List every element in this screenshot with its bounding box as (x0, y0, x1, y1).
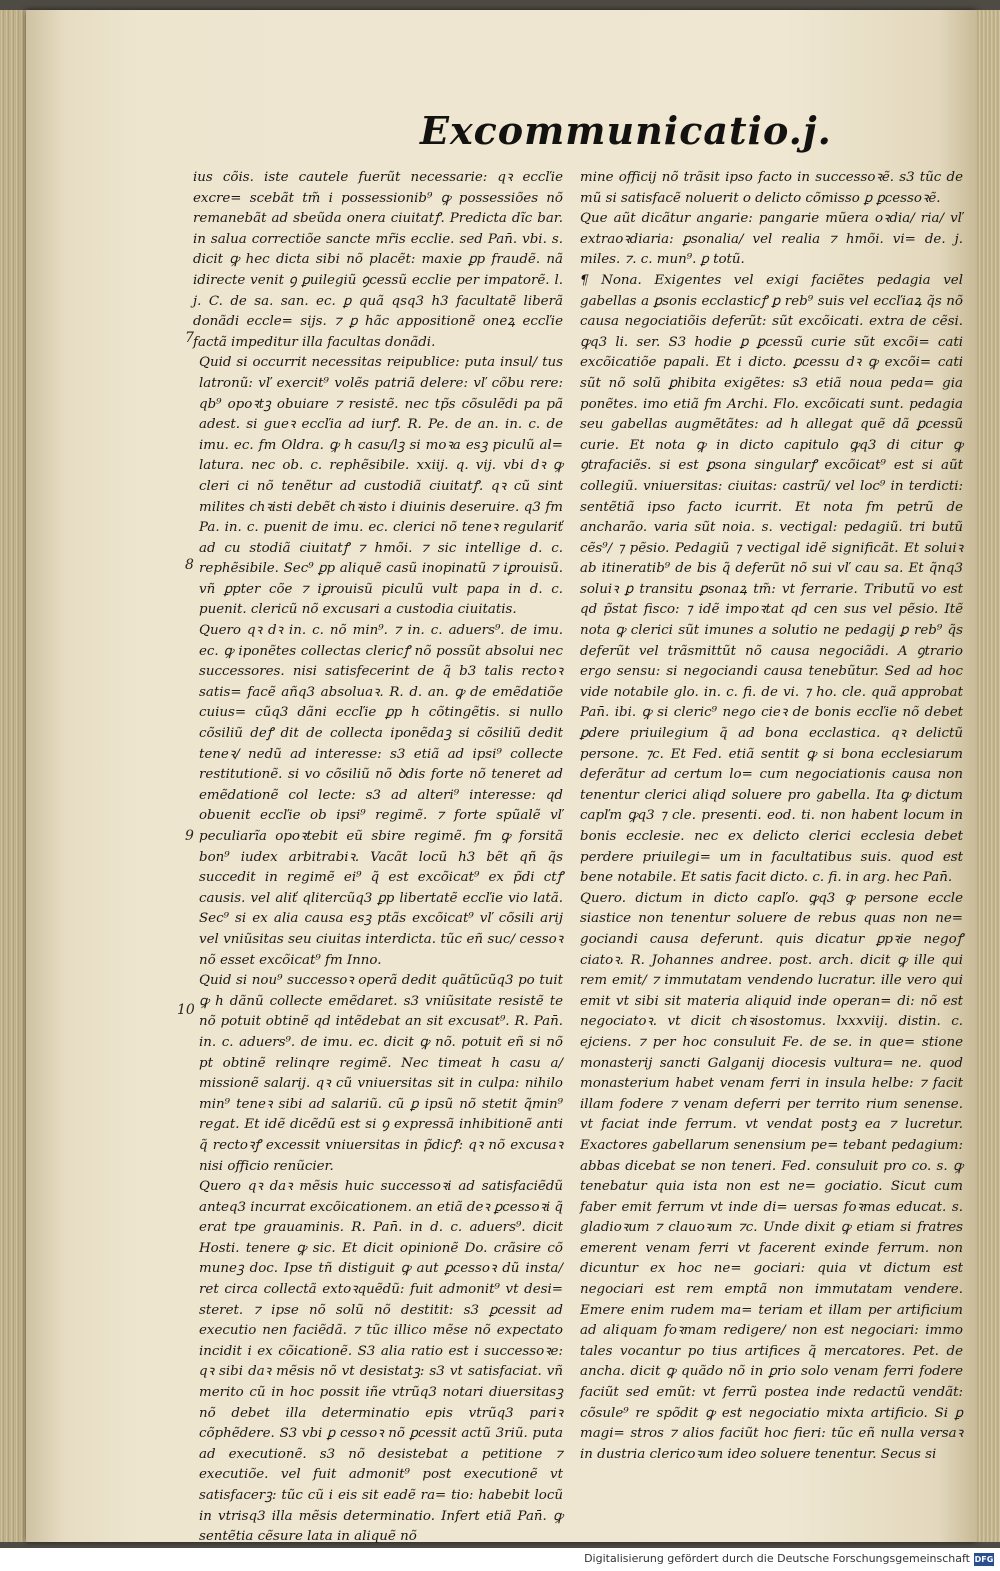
right-paragraph: mine officij nõ trãsit ipso facto in successoꝛẽ. s3 tũc de mũ si satisfacẽ noluerit o delicto cõmisso ꝑ ꝑcessoꝛẽ. (580, 170, 963, 206)
left-paragraph: Quid si occurrit necessitas reipublice: puta insul/ tus latronũ: vľ exercit⁹ volẽs patriã delere: vľ cõbu rere: qb⁹ opoꝛtꝫ obuiare ⁊ resistẽ. nec tp̃s cõsulẽdi pa pã adest. si gueꝛ eccľia ad iurꝭ. R. Pe. de an. in. c. de imu. ec. fm Oldra. ꝙ h casu/lꝫ si moꝛa esꝫ piculũ al= latura. nec ob. c. rephẽsibile. xxiij. q. vij. vbi dꝛ ꝙ cleri ci nõ tenẽtur ad custodiã ciuitatꝭ. qꝛ cũ sint milites chꝛisti debẽt chꝛisto i diuinis deseruire. q3 fm Pa. in. c. puenit de imu. ec. clerici nõ teneꝛ regulariť ad cu stodiã ciuitatꝭ ⁊ hmõi. ⁊ sic intellige d. c. rephẽsibile. Sec⁹ ꝑp aliquẽ casũ inopinatũ ⁊ iꝑrouisũ. vñ ꝑpter cõe ⁊ iꝑrouisũ piculũ vult papa in d. c. puenit. clericũ nõ excusari a custodia ciuitatis. (199, 355, 563, 618)
marginal-number-9: 9 (185, 828, 194, 844)
page-edge-left (0, 10, 26, 1542)
left-paragraph: ius cõis. iste cautele fuerũt necessarie: qꝛ eccľie excre= scebãt tm̃ i possessionib⁹ ꝙ possessiões nõ remanebãt ad sbeũda onera ciuitatꝭ. Predicta dĩc bar. in salua correctiõe sancte mr̃is ecclie. sed Pan̄. vbi. s. dicit ꝙ hec dicta sibi nõ placẽt: maxie ꝑp fraudẽ. nã idirecte venit ꝯ ꝑuilegiũ ꝯcessũ ecclie per impatorẽ. l. j. C. de sa. san. ec. ꝑ quã qsq3 h3 facultatẽ liberã donãdi eccle= sijs. ⁊ ꝑ hãc appositionẽ oneꝝ eccľie factã impeditur illa facultas donãdi. (193, 170, 563, 350)
marginal-number-8: 8 (185, 557, 194, 573)
left-paragraph: Quid si nou⁹ successoꝛ operã dedit quãtũcũq3 po tuit ꝙ h dãnũ collecte emẽdaret. s3 vniũsitate resistẽ te nõ potuit obtinẽ qd intẽdebat an sit excusat⁹. R. Pan̄. in. c. aduers⁹. de imu. ec. dicit ꝙ nõ. potuit eñ si nõ pt obtinẽ relinqre regimẽ. Nec timeat h casu a/ missionẽ salarij. qꝛ cũ vniuersitas sit in culpa: nihilo min⁹ teneꝛ sibi ad salariũ. cũ ꝑ ipsũ nõ stetit q̃min⁹ regat. Et idẽ dicẽdũ est si ꝯ expressã inhibitionẽ anti q̃ rectoꝛꝭ excessit vniuersitas in p̃dicꝭ: qꝛ nõ excusaꝛ nisi officio renũcier. (199, 973, 563, 1174)
right-paragraph: Quero. dictum in dicto capľo. ꝙq3 ꝙ persone eccle siastice non tenentur soluere de rebus quas non ne= gociandi causa deferunt. quis dicatur ꝑpꝛie negoꝭ ciatoꝛ. R. Johannes andree. post. arch. dicit ꝙ ille qui rem emit/ ⁊ immutatam vendendo lucratur. ille vero qui emit vt sibi sit materia aliquid inde operan= di: nõ est negociatoꝛ. vt dicit chꝛisostomus. lxxxviij. distin. c. ejciens. ⁊ per hoc consuluit Fe. de se. in que= stione monasterij sancti Galganij diocesis vultura= ne. quod monasterium habet venam ferri in insula helbe: ⁊ facit illam fodere ⁊ venam deferri per territo rium senense. vt faciat inde ferrum. vt vendat postꝫ ea ⁊ lucretur. Exactores gabellarum senensium pe= tebant pedagium: abbas dicebat se non teneri. Fed. consuluit pro co. s. ꝙ tenebatur quia ista non est ne= gociatio. Sicut cum faber emit ferrum vt inde di= uersas foꝛmas educat. s. gladioꝛum ⁊ clauoꝛum ⁊c. Unde dixit ꝙ etiam si fratres emerent venam ferri vt facerent exinde ferrum. non dicuntur ex hoc ne= gociari: quia vt dictum est negociari est rem emptã non immutatam vendere. Emere enim rudem ma= teriam et illam per artificium ad aliquam foꝛmam redigere/ non est negociari: immo tales vocantur po tius artifices q̃ mercatores. Pet. de ancha. dicit ꝙ quãdo nõ in ꝑrio solo venam ferri fodere faciũt sed emũt: vt ferrũ postea inde redactũ vendãt: cõsule⁹ re spõdit ꝙ est negociatio mixta artificio. Si ꝑ magi= stros ⁊ alios faciũt hoc fieri: tũc eñ nulla versaꝛ in dustria clericoꝛum ideo soluere tenentur. Secus si (580, 890, 963, 1462)
marginal-number-10: 10 (177, 1002, 195, 1018)
right-paragraph: ¶ Nona. Exigentes vel exigi faciẽtes pedagia vel gabellas a ꝑsonis ecclasticꝭ ꝑ reb⁹ suis vel eccľiaꝝ q̃s nõ causa negociatiõis deferũt: sũt excõicati. extra de cẽsi. ꝙq3 li. ser. S3 hodie ꝑ ꝑcessũ curie sũt excõi= cati excõicatiõe papali. Et i dicto. ꝑcessu dꝛ ꝙ excõi= cati sũt nõ solũ ꝑhibita exigẽtes: s3 etiã noua peda= gia ponẽtes. imo etiã fm Archi. Flo. excõicati sunt. pedagia seu gabellas augmẽtãtes: ad h allegat quẽ dã ꝑcessũ curie. Et nota ꝙ in dicto capitulo ꝙq3 di citur ꝙ ꝯtrafaciẽs. si est ꝑsona singularꝭ excõicat⁹ est si aũt collegiũ. vniuersitas: ciuitas: castrũ/ vel loc⁹ in terdicti: sentẽtiã ipso facto icurrit. Et nota fm petrũ de ancharão. varia sũt noia. s. vectigal: pedagiũ. tri butũ cẽs⁹/ ⁊ pẽsio. Pedagiũ ⁊ vectigal idẽ significãt. Et soluiꝛ ab itineratib⁹ de bis q̃ deferũt nõ sui vľ cau sa. Et q̃nq3 soluiꝛ ꝑ transitu ꝑsonaꝝ tm̃: vt ferrarie. Tributũ vo est qd p̃stat fisco: ⁊ idẽ impoꝛtat qd cen sus vel pẽsio. Itẽ nota ꝙ clerici sũt imunes a solutio ne pedagij ꝑ reb⁹ q̃s deferũt vel trãsmittũt nõ causa negociãdi. A ꝯtrario ergo sensu: si negociandi causa tenebũtur. Sed ad hoc vide notabile glo. in. c. fi. de vi. ⁊ ho. cle. quã approbat Pan̄. ibi. ꝙ si cleric⁹ nego cieꝛ de bonis eccľie nõ debet ꝑdere priuilegium q̃ ad bona ecclastica. qꝛ delictũ persone. ⁊c. Et Fed. etiã sentit ꝙ si bona ecclesiarum deferãtur ad certum lo= cum negociationis causa non tenentur clerici aliqd soluere pro gabella. Ita ꝙ dictum capľm ꝙq3 ⁊ cle. presenti. eod. ti. non habent locum in bonis ecclesie. nec ex delicto clerici ecclesia debet perdere priuilegi= um in facultatibus suis. quod est bene notabile. Et satis facit dicto. c. fi. in arg. hec Pan̄. (580, 272, 963, 886)
right-text-column (580, 168, 963, 1462)
footer-credit-text: Digitalisierung gefördert durch die Deutsche Forschungsgemeinschaft (584, 1552, 970, 1565)
left-text-column (193, 168, 563, 1545)
footer-bar (0, 1548, 1000, 1571)
page-edge-right (976, 10, 1000, 1542)
right-paragraph: Que aũt dicãtur angarie: pangarie mũera oꝛdia/ ria/ vľ extraoꝛdiaria: ꝑsonalia/ vel realia ⁊ hmõi. vi= de. j. miles. ⁊. c. mun⁹. ꝑ totũ. (580, 211, 963, 268)
dfg-logo: DFG (974, 1555, 994, 1564)
marginal-number-7: 7 (185, 330, 194, 346)
page-header-title: Excommunicatio.j. (420, 108, 832, 153)
left-paragraph: Quero qꝛ daꝛ mẽsis huic successoꝛi ad satisfaciẽdũ anteq3 incurrat excõicationem. an etiã deꝛ ꝑcessoꝛi q̃ erat tpe grauaminis. R. Pan̄. in d. c. aduers⁹. dicit Hosti. tenere ꝙ sic. Et dicit opinionẽ Do. crãsire cõ muneꝫ doc. Ipse tñ distiguit ꝙ aut ꝑcessoꝛ dũ insta/ ret circa collectã extoꝛquẽdũ: fuit admonit⁹ vt desi= steret. ⁊ ipse nõ solũ nõ destitit: s3 ꝑcessit ad executio nen faciẽdã. ⁊ tũc illico mẽse nõ expectato incidit i ex cõicationẽ. S3 alia ratio est i successoꝛe: qꝛ sibi daꝛ mẽsis nõ vt desistatꝫ: s3 vt satisfaciat. vñ merito cũ in hoc possit iñe vtrũq3 notari diuersitasꝫ nõ debet illa determinatio epis vtrũq3 pariꝛ cõphẽdere. S3 vbi ꝑ cessoꝛ nõ ꝑcessit actũ 3riũ. puta ad executionẽ. s3 nõ desistebat a petitione ⁊ executiõe. vel fuit admonit⁹ post executionẽ vt satisfacerꝫ: tũc cũ i eis sit eadẽ ra= tio: habebit locũ in vtrisq3 illa mẽsis determinatio. Infert etiã Pan̄. ꝙ sentẽtia cẽsure lata in aliquẽ nõ (199, 1179, 563, 1545)
left-paragraph: Quero qꝛ dꝛ in. c. nõ min⁹. ⁊ in. c. aduers⁹. de imu. ec. ꝙ iponẽtes collectas clericꝭ nõ possũt absolui nec successores. nisi satisfecerint de q̃ b3 talis rectoꝛ satis= facẽ añq3 absoluaꝛ. R. d. an. ꝙ de emẽdatiõe cuius= cũq3 dãni eccľie ꝑp h cõtingẽtis. si nullo cõsiliũ deꝭ dit de collecta iponẽdaꝫ si cõsiliũ dedit teneꝛ/ nedũ ad interesse: s3 etiã ad ipsi⁹ collecte restitutionẽ. si vo cõsiliũ nõ ꝺdis forte nõ teneret ad emẽdationẽ col lecte: s3 ad alteri⁹ interesse: qd obuenit eccľie ob ipsi⁹ regimẽ. ⁊ forte spũalẽ vľ peculiarĩa opoꝛtebit eũ sbire regimẽ. fm ꝙ forsitã bon⁹ iudex arbitrabiꝛ. Vacãt locũ h3 bẽt qñ q̃s succedit in regimẽ ei⁹ q̃ est excõicat⁹ ex p̃di ctꝭ causis. vel aliť qlitercũq3 ꝑp libertatẽ eccľie vio latã. Sec⁹ si ex alia causa esꝫ ptãs excõicat⁹ vľ cõsili arij vel vniũsitas seu ciuitas interdicta. tũc eñ suc/ cessoꝛ nõ esset excõicat⁹ fm Inno. (199, 623, 563, 968)
